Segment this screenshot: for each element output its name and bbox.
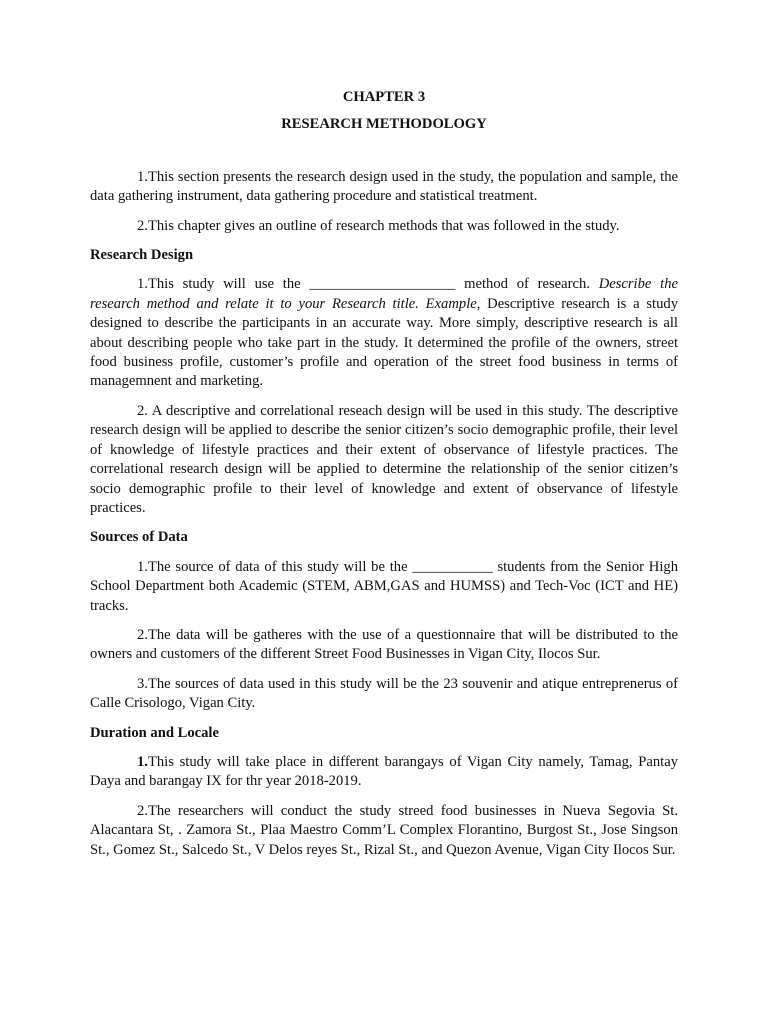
sources-paragraph-3: 3.The sources of data used in this study will be the 23 souvenir and atique entreprenerus of Calle Crisologo, Vigan City. [90,675,678,712]
research-design-paragraph-1 [90,275,678,391]
chapter-title: RESEARCH METHODOLOGY [281,116,487,133]
dl-p1-number: 1. [137,753,148,770]
rd-p1-italic: Describe the research method and relate it to your Research title. Example [90,276,678,312]
rd-p1-start: 1.This study will use the ____________________ method of research. [137,276,599,293]
research-design-heading: Research Design [90,247,194,264]
duration-locale-heading: Duration and Locale [90,724,219,741]
duration-paragraph-1 [90,753,678,792]
intro-paragraph-2: 2.This chapter gives an outline of research methods that was followed in the study. [137,217,620,234]
document-page [90,88,678,870]
research-design-paragraph-2: 2. A descriptive and correlational reseach design will be used in this study. The descriptive research design will be applied to describe the senior citizen’s socio demographic profile, their level of knowledge of lifestyle practices and their extent of observance of lifestyle practices. The correlational research design will be applied to determine the relationship of the senior citizen’s socio demographic profile to their level of knowledge and extent of observance of lifestyle practices. [90,402,678,516]
sources-paragraph-1: 1.The source of data of this study will be the ___________ students from the Senior High School Department both Academic (STEM, ABM,GAS and HUMSS) and Tech-Voc (ICT and HE) tracks. [90,558,678,614]
dl-p1-text: This study will take place in different barangays of Vigan City namely, Tamag, Pantay Daya and barangay IX for thr year 2018-2019. [90,753,678,790]
intro-paragraph-1: 1.This section presents the research design used in the study, the population and sample, the data gathering instrument, data gathering procedure and statistical treatment. [90,168,678,205]
duration-paragraph-2: 2.The researchers will conduct the study streed food businesses in Nueva Segovia St. Alacantara St, . Zamora St., Plaa Maestro Comm’L Complex Florantino, Burgost St., Jose Singson St., Gomez St., Salcedo St., V Delos reyes St., Rizal St., and Quezon Avenue, Vigan City Ilocos Sur. [90,802,678,858]
sources-paragraph-2: 2.The data will be gatheres with the use of a questionnaire that will be distributed to the owners and customers of the different Street Food Businesses in Vigan City, Ilocos Sur. [90,626,678,663]
rd-p1-end: , Descriptive research is a study designed to describe the participants in an accurate way. More simply, descriptive research is all about describing people who take part in the study. It determined the profile of the owners, street food business profile, customer’s profile and operation of the street food business in terms of managemnent and marketing. [90,295,678,390]
sources-of-data-heading: Sources of Data [90,529,188,546]
chapter-label: CHAPTER 3 [342,89,426,105]
